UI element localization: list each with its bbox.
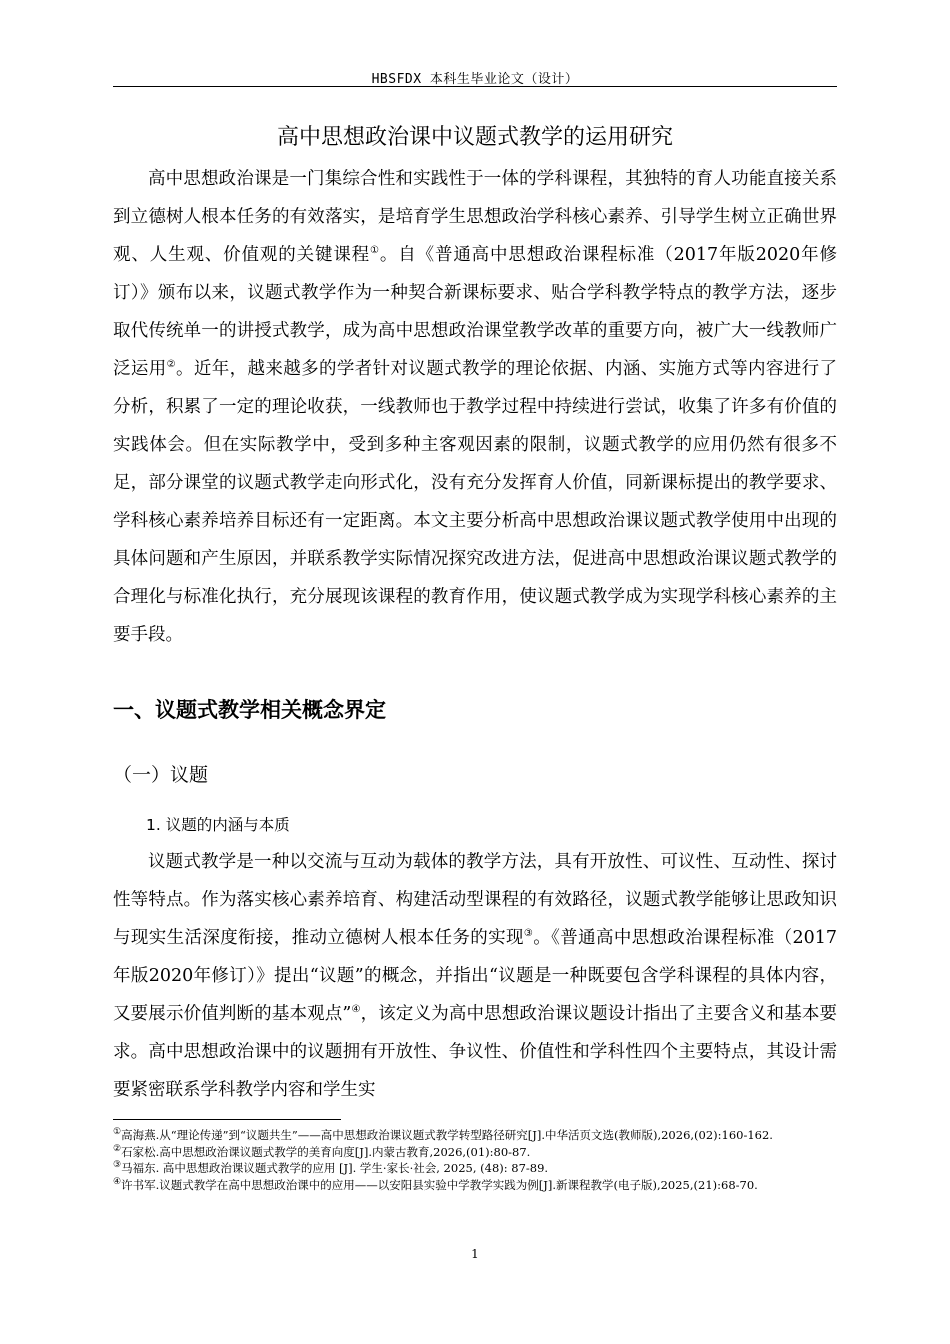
body-text-1: 议题式教学是一种以交流与互动为载体的教学方法，具有开放性、可议性、互动性、探讨性等特点。作为落实核心素养培育、构建活动型课程的有效路径，议题式教学能够让思政知识与现实生活深度衔接，推动立德树人根本任务的实现 (113, 852, 837, 948)
footnote-ref-2[interactable]: ② (166, 359, 176, 371)
footnote-list (113, 1127, 813, 1193)
footnote-text: 石家松.高中思想政治课议题式教学的美育向度[J].内蒙古教育,2026,(01):80-87. (121, 1144, 531, 1159)
intro-text-1: 高中思想政治课是一门集综合性和实践性于一体的学科课程，其独特的育人功能直接关系到立德树人根本任务的有效落实，是培育学生思想政治学科核心素养、引导学生树立正确世界观、人生观、价值观的关键课程 (113, 169, 837, 265)
paper-title: 高中思想政治课中议题式教学的运用研究 (276, 125, 673, 150)
body-paragraph (113, 843, 837, 1109)
footnote-item (113, 1144, 813, 1161)
section-heading-1: 一、议题式教学相关概念界定 (113, 698, 386, 722)
footnote-ref-3[interactable]: ③ (523, 928, 534, 940)
page-number: 1 (471, 1247, 479, 1261)
footnote-rule (113, 1119, 341, 1120)
footnote-ref-4[interactable]: ④ (351, 1004, 361, 1016)
subsection-heading-1: （一）议题 (113, 764, 209, 786)
body-text-3: ，该定义为高中思想政治课议题设计指出了主要含义和基本要求。高中思想政治课中的议题拥有开放性、争议性、价值性和学科性四个主要特点，其设计需要紧密联系学科教学内容和学生实 (113, 1004, 837, 1100)
body-text-2: 。《普通高中思想政治课程标准（2017年版2020年修订）》提出“议题”的概念，并指出“议题是一种既要包含学科课程的具体内容，又要展示价值判断的基本观点” (113, 928, 838, 1024)
header-rule (113, 86, 837, 87)
subsubsection-heading-1: 1. 议题的内涵与本质 (146, 816, 290, 834)
footnote-item (113, 1160, 813, 1177)
intro-text-2: 。自《普通高中思想政治课程标准（2017年版2020年修订）》颁布以来，议题式教学作为一种契合新课标要求、贴合学科教学特点的教学方法，逐步取代传统单一的讲授式教学，成为高中思想政治课堂教学改革的重要方向，被广大一线教师广泛运用 (113, 245, 838, 379)
footnote-text: 马福东. 高中思想政治课议题式教学的应用 [J]. 学生·家长·社会, 2025, (48): 87-89. (121, 1161, 549, 1175)
running-header: HBSFDX 本科生毕业论文（设计） (371, 72, 579, 87)
footnote-text: 许书军.议题式教学在高中思想政治课中的应用——以安阳县实验中学教学实践为例[J].新课程教学(电子版),2025,(21):68-70. (121, 1177, 758, 1192)
footnote-mark: ④ (113, 1176, 122, 1187)
intro-text-3: 。近年，越来越多的学者针对议题式教学的理论依据、内涵、实施方式等内容进行了分析，积累了一定的理论收获，一线教师也于教学过程中持续进行尝试，收集了许多有价值的实践体会。但在实际教学中，受到多种主客观因素的限制，议题式教学的应用仍然有很多不足，部分课堂的议题式教学走向形式化，没有充分发挥育人价值，同新课标提出的教学要求、学科核心素养培养目标还有一定距离。本文主要分析高中思想政治课议题式教学使用中出现的具体问题和产生原因，并联系教学实际情况探究改进方法，促进高中思想政治课议题式教学的合理化与标准化执行，充分展现该课程的教育作用，使议题式教学成为实现学科核心素养的主要手段。 (113, 359, 838, 645)
footnote-item (113, 1127, 813, 1144)
intro-paragraph (113, 160, 837, 654)
footnote-mark: ① (113, 1127, 122, 1138)
footnote-ref-1[interactable]: ① (370, 245, 380, 257)
footnote-mark: ② (113, 1143, 122, 1154)
footnote-mark: ③ (113, 1160, 122, 1171)
footnote-text: 高海燕.从“理论传递”到“议题共生”——高中思想政治课议题式教学转型路径研究[J].中华活页文选(教师版),2026,(02):160-162. (121, 1128, 773, 1142)
footnote-item (113, 1177, 813, 1194)
